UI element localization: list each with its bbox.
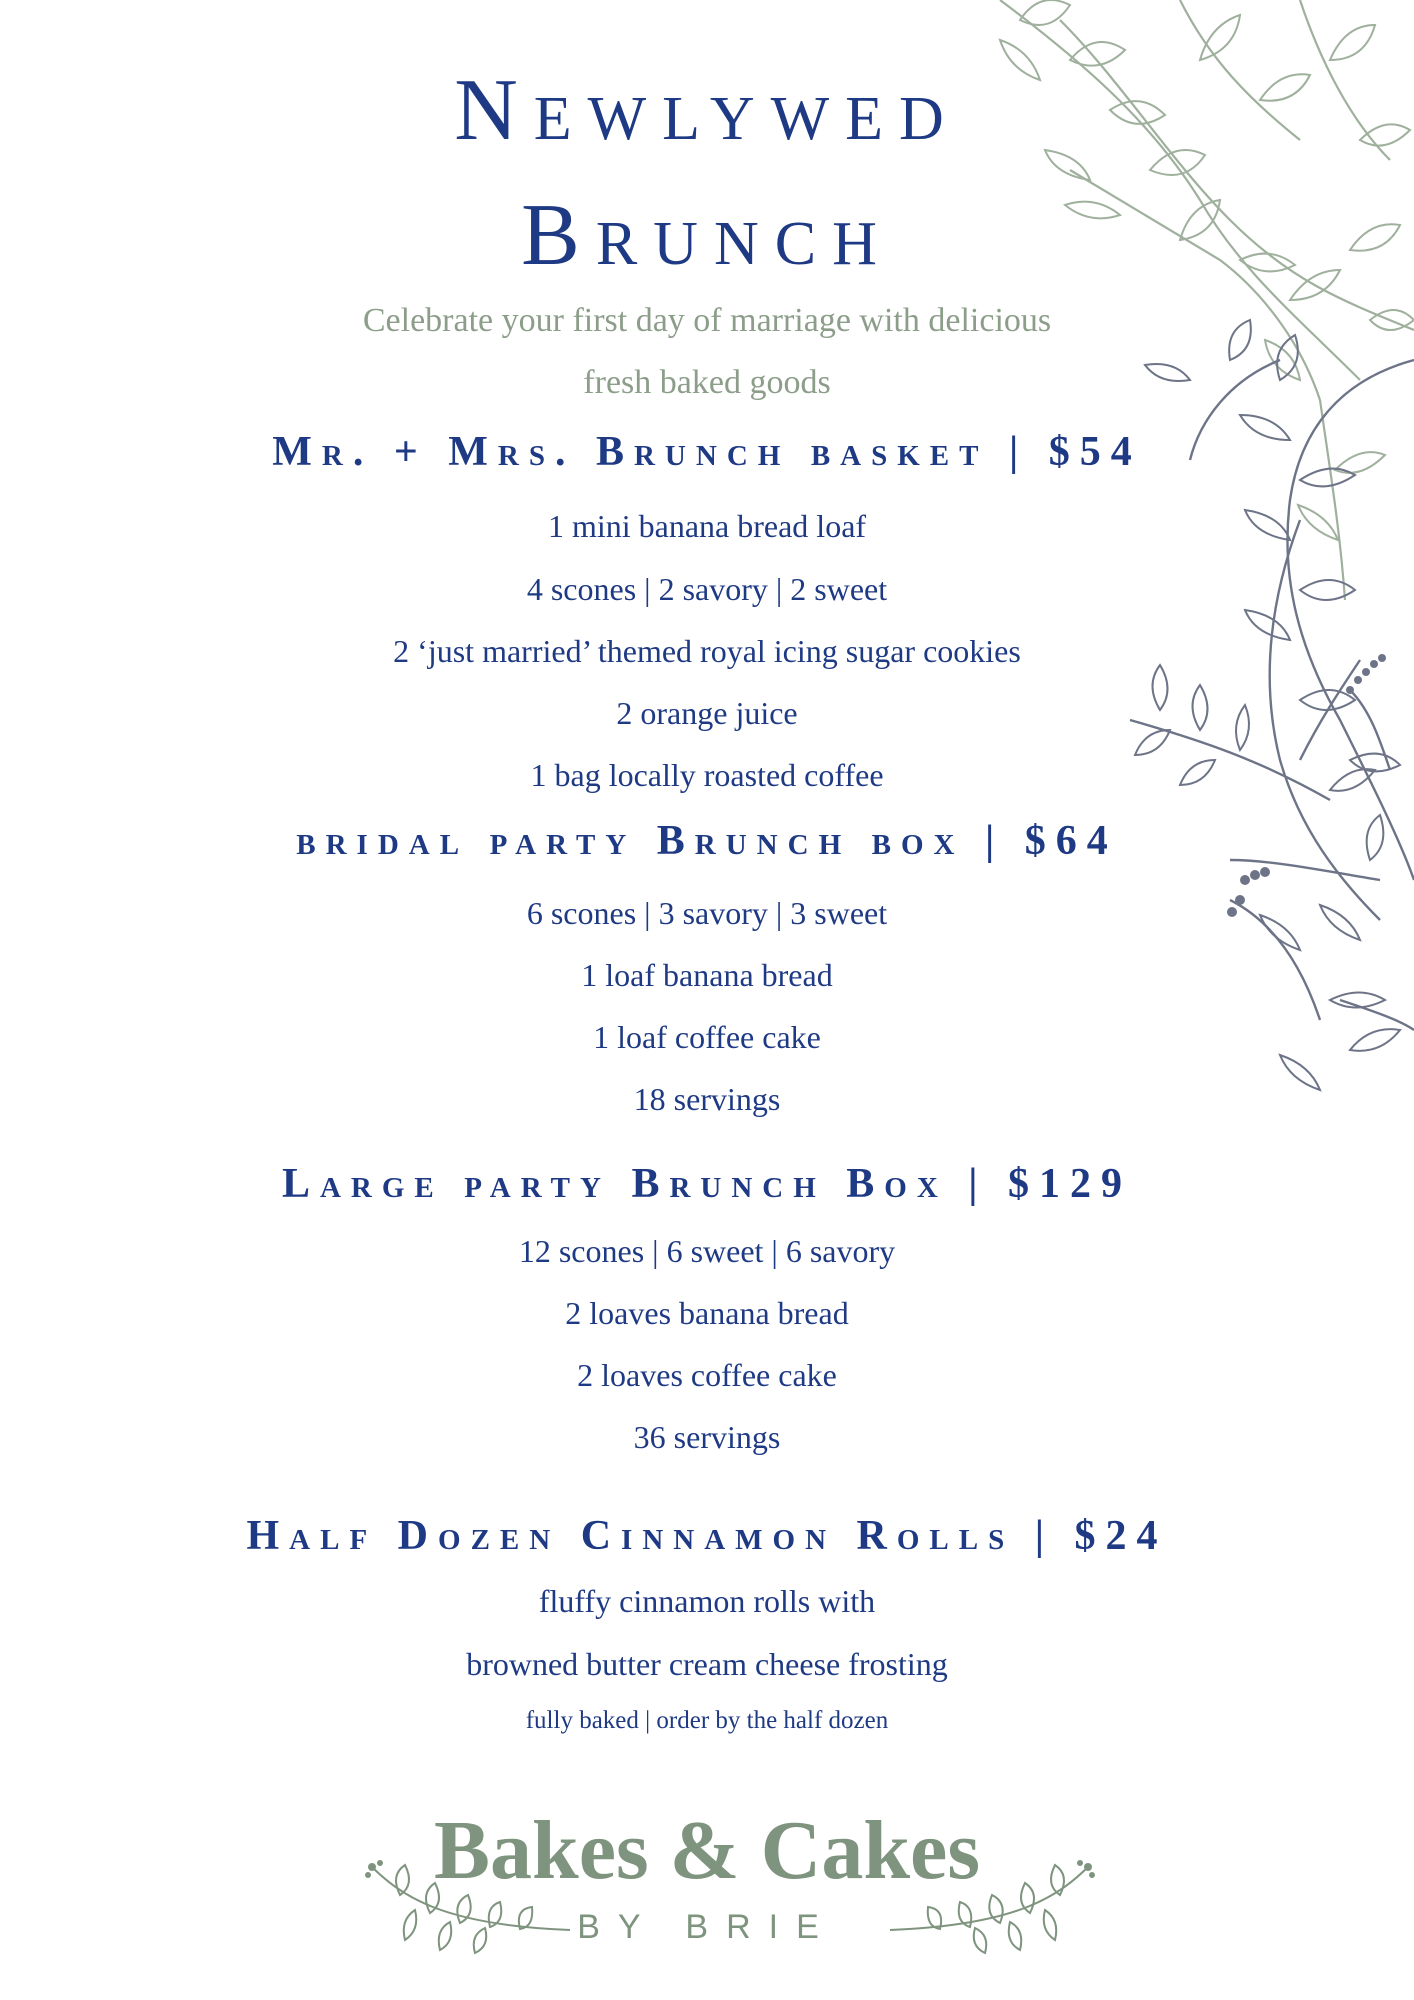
menu-item: 18 servings <box>633 1081 781 1117</box>
menu-item: 2 ‘just married’ themed royal icing sugar cookies <box>393 633 1021 669</box>
brand-logo-byline: BY BRIE <box>577 1908 837 1946</box>
right-sprig-icon <box>880 1855 1100 1955</box>
menu-item: 2 orange juice <box>616 695 798 731</box>
page-title-line-2: Brunch <box>521 187 893 284</box>
section-heading-bridal-party-box: bridal party Brunch box | $64 <box>296 818 1118 864</box>
section-heading-cinnamon-rolls: Half Dozen Cinnamon Rolls | $24 <box>246 1513 1168 1559</box>
menu-item: 1 loaf banana bread <box>581 957 833 993</box>
menu-item: 4 scones | 2 savory | 2 sweet <box>526 571 888 607</box>
section-heading-brunch-basket: Mr. + Mrs. Brunch basket | $54 <box>272 429 1142 475</box>
brand-logo-name: Bakes & Cakes <box>433 1804 981 1897</box>
section-heading-large-party-box: Large party Brunch Box | $129 <box>281 1161 1133 1207</box>
menu-item-note: fully baked | order by the half dozen <box>525 1707 889 1734</box>
menu-item: 1 bag locally roasted coffee <box>530 757 884 793</box>
menu-item: 1 loaf coffee cake <box>593 1019 821 1055</box>
menu-item: 1 mini banana bread loaf <box>547 508 867 544</box>
menu-item: browned butter cream cheese frosting <box>466 1646 948 1682</box>
menu-item: 2 loaves banana bread <box>565 1295 849 1331</box>
menu-item: 36 servings <box>633 1419 781 1455</box>
subtitle-line-1: Celebrate your first day of marriage with delicious <box>362 302 1052 339</box>
page-title-line-1: Newlywed <box>454 62 960 159</box>
menu-item: 6 scones | 3 savory | 3 sweet <box>526 895 888 931</box>
subtitle-line-2: fresh baked goods <box>583 364 831 401</box>
menu-item: 12 scones | 6 sweet | 6 savory <box>518 1233 896 1269</box>
left-sprig-icon <box>360 1855 580 1955</box>
menu-item: fluffy cinnamon rolls with <box>538 1583 876 1619</box>
menu-item: 2 loaves coffee cake <box>577 1357 837 1393</box>
